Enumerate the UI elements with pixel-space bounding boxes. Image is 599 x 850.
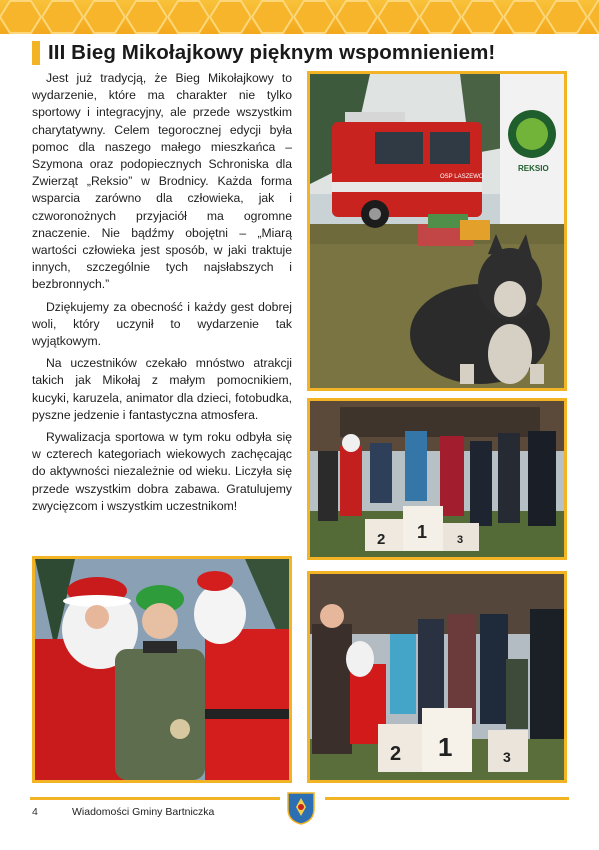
podium-place-2: 2 [377, 531, 386, 548]
podium-place-1: 1 [417, 522, 428, 542]
article-body [32, 70, 292, 520]
footer-divider-right [325, 797, 569, 800]
article-paragraph: Na uczestników czekało mnóstwo atrakcji takich jak Mikołaj z małym pomocnikiem, kucyki, karuzela, animator dla dzieci, fotobudka, pyszne jedzenie i fantastyczna atmosfera. [32, 356, 292, 422]
podium-place-1: 1 [438, 732, 453, 762]
honeycomb-header-band [0, 0, 599, 34]
podium-place-3: 3 [457, 534, 464, 546]
page-number: 4 [32, 806, 38, 818]
article-paragraph: Dziękujemy za obecność i każdy gest dobrej woli, który uczynił to wydarzenie tak wyjątkowym. [32, 299, 292, 349]
photo-santa-with-child [32, 556, 292, 783]
podium-place-2: 2 [390, 743, 402, 765]
municipality-crest-icon [286, 791, 316, 825]
publication-name: Wiadomości Gminy Bartniczka [72, 806, 215, 818]
headline-accent-bar [32, 41, 40, 65]
photo-podium-winners-2 [307, 571, 567, 783]
headline [32, 40, 572, 66]
banner-label: REKSIO [518, 164, 549, 173]
photo-fire-truck-dog [307, 71, 567, 391]
article-paragraph: Jest już tradycją, że Bieg Mikołajkowy to wydarzenie, które ma charakter nie tylko sportowy i integracyjny, ale przede wszystkim charytatywny. Celem tegorocznej edycji była pomoc dla naszego małego mieszkańca – Szymona oraz podopiecznych Schroniska dla Zwierząt „Reksio” w Brodnicy. Każda forma wsparcia zarówno dla człowieka, jak i czworonożnych przyjaciół ma ogromne znaczenie. Nie bądźmy obojętni – „Miarą wartości człowieka jest sposób, w jaki traktuje innych, szczególnie tych najsłabszych i bezbronnych.” [32, 71, 292, 292]
footer-divider-left [30, 797, 280, 800]
podium-place-3: 3 [503, 749, 511, 765]
honeycomb-pattern [0, 0, 599, 34]
page-title: III Bieg Mikołajkowy pięknym wspomnieniem! [48, 41, 496, 64]
photo-podium-winners-1 [307, 398, 567, 560]
article-paragraph: Rywalizacja sportowa w tym roku odbyła się w czterech kategoriach wiekowych zachęcając do aktywności niezależnie od wieku. Liczyła się przede wszystkim dobra zabawa. Gratulujemy zwycięzcom i wszystkim uczestnikom! [32, 430, 292, 513]
truck-label: OSP LASZEWO [440, 174, 484, 180]
